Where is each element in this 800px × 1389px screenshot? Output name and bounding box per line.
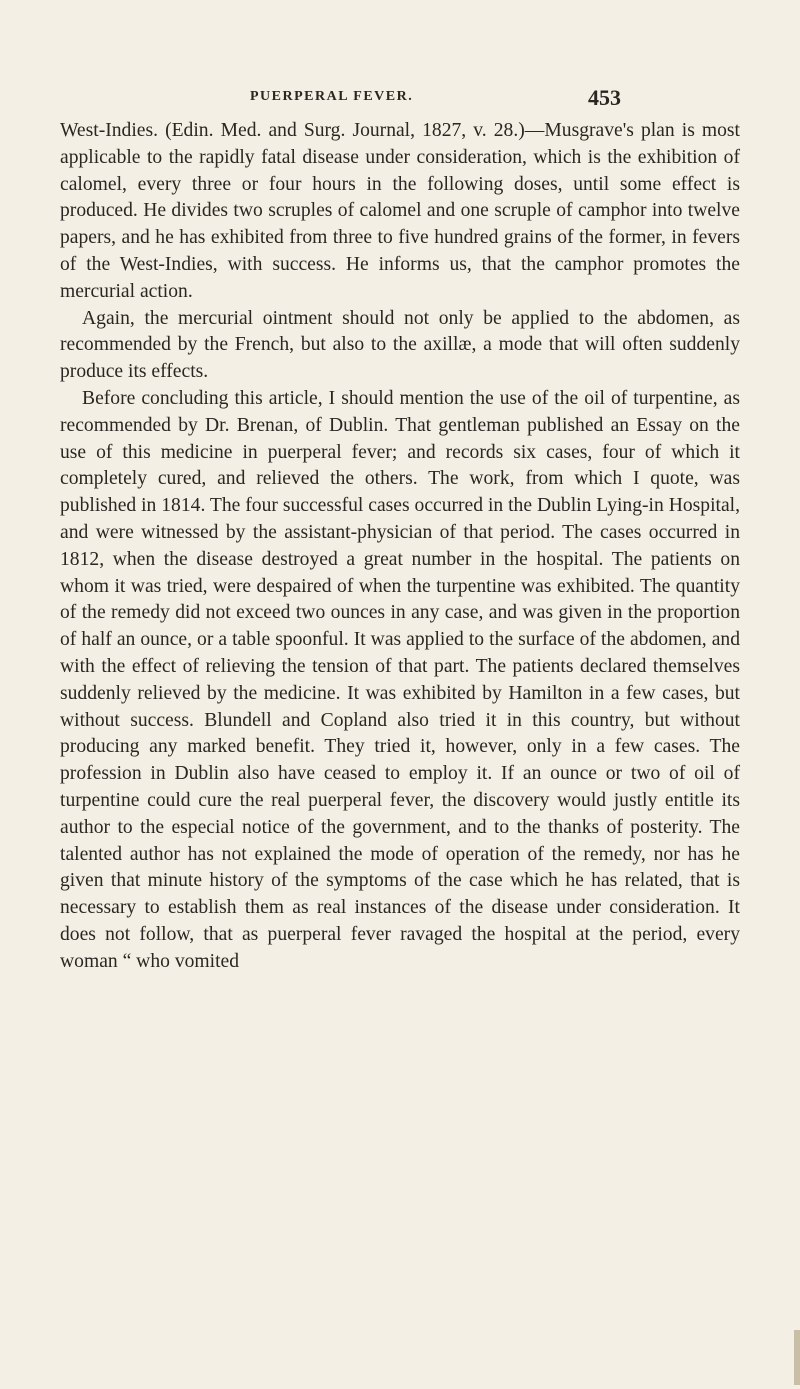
body-text [60,118,740,976]
running-title: PUERPERAL FEVER. [250,89,414,104]
page-edge-mark [794,1330,800,1385]
paragraph-turpentine: Before concluding this article, I should mention the use of the oil of turpentine, as recommended by Dr. Brenan, of Dublin. That gentleman published an Essay on the use of this medicine in puerperal fever; and records six cases, four of which it completely cured, and relieved the others. The work, from which I quote, was published in 1814. The four successful cases occurred in the Dublin Lying-in Hospital, and were witnessed by the assistant-physician of that period. The cases occurred in 1812, when the disease destroyed a great number in the hospital. The patients on whom it was tried, were despaired of when the turpentine was exhibited. The quantity of the remedy did not exceed two ounces in any case, and was given in the proportion of half an ounce, or a table spoonful. It was applied to the surface of the abdomen, and with the effect of relieving the tension of that part. The patients declared themselves suddenly relieved by the medicine. It was exhibited by Hamilton in a few cases, but without success. Blundell and Copland also tried it in this country, but without producing any marked benefit. They tried it, however, only in a few cases. The profession in Dublin also have ceased to employ it. If an ounce or two of oil of turpentine could cure the real puerperal fever, the discovery would justly entitle its author to the especial notice of the government, and to the thanks of posterity. The talented author has not explained the mode of operation of the remedy, nor has he given that minute history of the symptoms of the case which he has related, that is necessary to establish them as real instances of the disease under consideration. It does not follow, that as puerperal fever ravaged the hospital at the period, every woman “ who vomited [60,387,740,972]
page-number: 453 [588,85,621,110]
paragraph-calomel: West-Indies. (Edin. Med. and Surg. Journal, 1827, v. 28.)—Musgrave's plan is most applicable to the rapidly fatal disease under consideration, which is the exhibition of calomel, every three or four hours in the following doses, until some effect is produced. He divides two scruples of calomel and one scruple of camphor into twelve papers, and he has exhibited from three to five hundred grains of the former, in fevers of the West-Indies, with success. He informs us, that the camphor promotes the mercurial action. [60,120,740,302]
running-head [0,85,800,109]
paragraph-mercurial-ointment: Again, the mercurial ointment should not only be applied to the abdomen, as recommended by the French, but also to the axillæ, a mode that will often suddenly produce its effects. [60,307,740,383]
